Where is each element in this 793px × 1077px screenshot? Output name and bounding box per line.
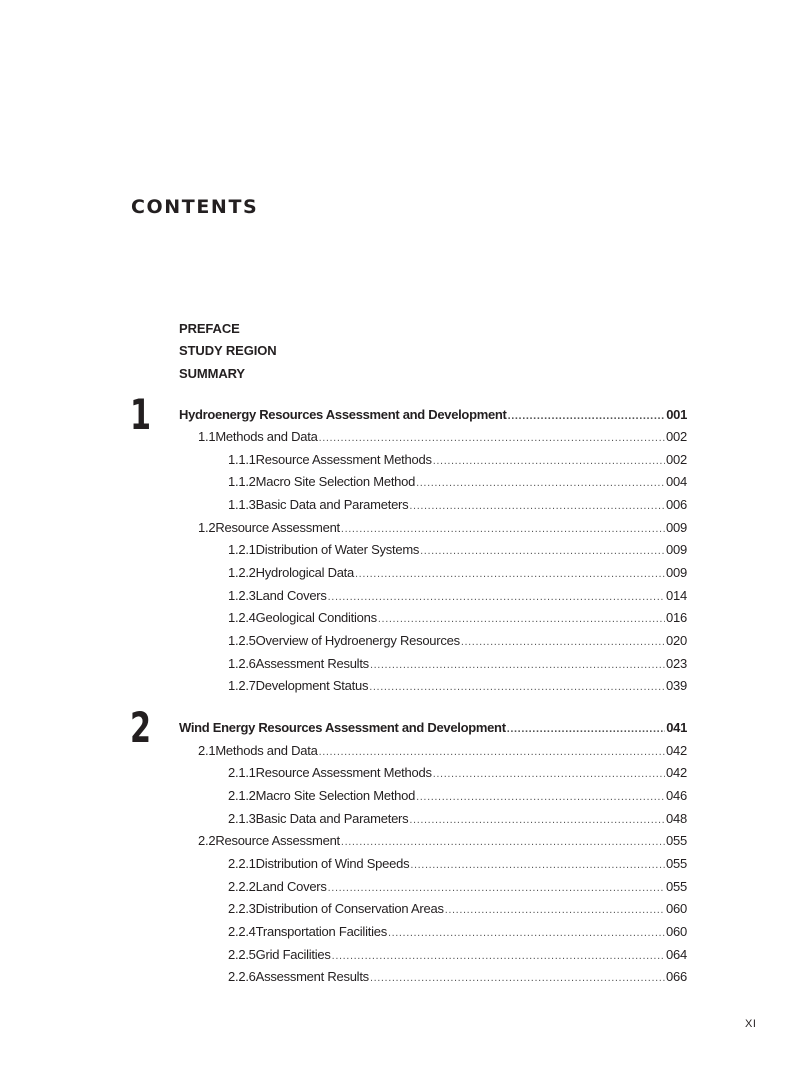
section-title: Resource Assessment bbox=[215, 520, 340, 535]
page-number: 023 bbox=[666, 656, 687, 671]
section-title: Resource Assessment Methods bbox=[255, 765, 432, 780]
section-number: 2.2.3 bbox=[228, 901, 256, 916]
dot-leader bbox=[378, 613, 665, 625]
section-number: 1.2.4 bbox=[228, 610, 256, 625]
toc-section-1-2-6[interactable] bbox=[228, 656, 687, 674]
page-number: 066 bbox=[666, 969, 687, 984]
dot-leader bbox=[409, 814, 665, 826]
dot-leader bbox=[328, 882, 665, 894]
chapter-title: Hydroenergy Resources Assessment and Development bbox=[179, 407, 507, 422]
toc-entry-study-region[interactable]: STUDY REGION bbox=[179, 343, 277, 358]
toc-section-1-2-4[interactable] bbox=[228, 610, 687, 628]
section-number: 1.2.3 bbox=[228, 588, 256, 603]
section-number: 1.2.5 bbox=[228, 633, 256, 648]
section-number: 1.2.7 bbox=[228, 678, 256, 693]
section-title: Basic Data and Parameters bbox=[255, 811, 409, 826]
section-number: 1.2.2 bbox=[228, 565, 256, 580]
section-title: Development Status bbox=[255, 678, 369, 693]
section-title: Assessment Results bbox=[255, 656, 369, 671]
page-number: 055 bbox=[666, 879, 687, 894]
toc-section-2-2-6[interactable] bbox=[228, 969, 687, 987]
section-number: 2.1 bbox=[198, 743, 216, 758]
dot-leader bbox=[355, 568, 665, 580]
section-title: Assessment Results bbox=[255, 969, 369, 984]
page-number: 002 bbox=[666, 429, 687, 444]
page-number: 016 bbox=[666, 610, 687, 625]
toc-entry-summary[interactable]: SUMMARY bbox=[179, 366, 245, 381]
section-number: 2.2 bbox=[198, 833, 216, 848]
toc-section-2-1-1[interactable] bbox=[228, 765, 687, 783]
dot-leader bbox=[370, 659, 665, 671]
page-number: 055 bbox=[666, 856, 687, 871]
dot-leader bbox=[341, 836, 665, 848]
contents-heading: CONTENTS bbox=[131, 196, 259, 218]
page-number: 048 bbox=[666, 811, 687, 826]
page-number: 001 bbox=[666, 407, 687, 422]
section-title: Transportation Facilities bbox=[255, 924, 387, 939]
section-number: 2.2.6 bbox=[228, 969, 256, 984]
section-number: 1.1 bbox=[198, 429, 216, 444]
section-number: 1.1.3 bbox=[228, 497, 256, 512]
page-number: 009 bbox=[666, 542, 687, 557]
section-title: Hydrological Data bbox=[255, 565, 355, 580]
dot-leader bbox=[332, 950, 665, 962]
page-number: 060 bbox=[666, 901, 687, 916]
page-number: 002 bbox=[666, 452, 687, 467]
dot-leader bbox=[370, 972, 665, 984]
page-number: 042 bbox=[666, 743, 687, 758]
page-number: 020 bbox=[666, 633, 687, 648]
dot-leader bbox=[433, 455, 665, 467]
chapter-title: Wind Energy Resources Assessment and Development bbox=[179, 720, 506, 735]
page-number: 060 bbox=[666, 924, 687, 939]
section-title: Grid Facilities bbox=[255, 947, 331, 962]
section-number: 2.1.2 bbox=[228, 788, 256, 803]
folio-page-number: XI bbox=[745, 1018, 757, 1030]
section-number: 2.2.4 bbox=[228, 924, 256, 939]
toc-section-2-2-2[interactable] bbox=[228, 879, 687, 897]
toc-chapter-2[interactable] bbox=[179, 720, 687, 738]
section-number: 2.1.3 bbox=[228, 811, 256, 826]
toc-section-2-2-4[interactable] bbox=[228, 924, 687, 942]
section-number: 1.2.1 bbox=[228, 542, 256, 557]
section-title: Basic Data and Parameters bbox=[255, 497, 409, 512]
section-number: 2.2.5 bbox=[228, 947, 256, 962]
dot-leader bbox=[416, 791, 665, 803]
toc-section-2-2-3[interactable] bbox=[228, 901, 687, 919]
toc-section-1-2-7[interactable] bbox=[228, 678, 687, 696]
toc-section-1-2-5[interactable] bbox=[228, 633, 687, 651]
page-number: 009 bbox=[666, 565, 687, 580]
section-title: Resource Assessment Methods bbox=[255, 452, 432, 467]
dot-leader bbox=[409, 500, 665, 512]
toc-section-2-2-5[interactable] bbox=[228, 947, 687, 965]
toc-chapter-1[interactable] bbox=[179, 407, 687, 425]
section-title: Methods and Data bbox=[215, 429, 318, 444]
toc-section-1-1-1[interactable] bbox=[228, 452, 687, 470]
section-title: Macro Site Selection Method bbox=[255, 474, 416, 489]
dot-leader bbox=[461, 636, 665, 648]
section-number: 1.2.6 bbox=[228, 656, 256, 671]
section-title: Methods and Data bbox=[215, 743, 318, 758]
section-number: 1.1.1 bbox=[228, 452, 256, 467]
page-number: 039 bbox=[666, 678, 687, 693]
section-title: Distribution of Conservation Areas bbox=[255, 901, 444, 916]
section-title: Geological Conditions bbox=[255, 610, 377, 625]
dot-leader bbox=[507, 723, 665, 735]
page-number: 009 bbox=[666, 520, 687, 535]
toc-section-2-2[interactable] bbox=[198, 833, 687, 851]
section-title: Macro Site Selection Method bbox=[255, 788, 416, 803]
toc-section-2-1-3[interactable] bbox=[228, 811, 687, 829]
toc-section-1-2-2[interactable] bbox=[228, 565, 687, 583]
section-title: Distribution of Wind Speeds bbox=[255, 856, 410, 871]
page-number: 064 bbox=[666, 947, 687, 962]
section-number: 2.2.1 bbox=[228, 856, 256, 871]
page-number: 041 bbox=[666, 720, 687, 735]
page-number: 042 bbox=[666, 765, 687, 780]
toc-section-1-2-3[interactable] bbox=[228, 588, 687, 606]
dot-leader bbox=[508, 410, 666, 422]
page-number: 004 bbox=[666, 474, 687, 489]
chapter-1-number: 1 bbox=[130, 390, 152, 439]
section-number: 1.2 bbox=[198, 520, 216, 535]
dot-leader bbox=[328, 591, 665, 603]
dot-leader bbox=[388, 927, 665, 939]
dot-leader bbox=[410, 859, 665, 871]
section-title: Land Covers bbox=[255, 879, 327, 894]
toc-section-1-2[interactable] bbox=[198, 520, 687, 538]
dot-leader bbox=[420, 545, 665, 557]
dot-leader bbox=[416, 477, 665, 489]
toc-section-1-1-3[interactable] bbox=[228, 497, 687, 515]
toc-section-1-1-2[interactable] bbox=[228, 474, 687, 492]
page-number: 055 bbox=[666, 833, 687, 848]
dot-leader bbox=[433, 768, 665, 780]
section-number: 2.1.1 bbox=[228, 765, 256, 780]
page-number: 014 bbox=[666, 588, 687, 603]
dot-leader bbox=[319, 432, 665, 444]
page-number: 046 bbox=[666, 788, 687, 803]
chapter-2-number: 2 bbox=[130, 703, 152, 752]
section-number: 2.2.2 bbox=[228, 879, 256, 894]
dot-leader bbox=[445, 904, 665, 916]
section-number: 1.1.2 bbox=[228, 474, 256, 489]
section-title: Overview of Hydroenergy Resources bbox=[255, 633, 460, 648]
section-title: Resource Assessment bbox=[215, 833, 340, 848]
section-title: Land Covers bbox=[255, 588, 327, 603]
toc-section-1-1[interactable] bbox=[198, 429, 687, 447]
dot-leader bbox=[341, 523, 665, 535]
toc-section-2-2-1[interactable] bbox=[228, 856, 687, 874]
page-number: 006 bbox=[666, 497, 687, 512]
section-title: Distribution of Water Systems bbox=[255, 542, 420, 557]
toc-section-1-2-1[interactable] bbox=[228, 542, 687, 560]
dot-leader bbox=[369, 681, 665, 693]
toc-section-2-1[interactable] bbox=[198, 743, 687, 761]
toc-entry-preface[interactable]: PREFACE bbox=[179, 321, 240, 336]
toc-section-2-1-2[interactable] bbox=[228, 788, 687, 806]
dot-leader bbox=[319, 746, 665, 758]
